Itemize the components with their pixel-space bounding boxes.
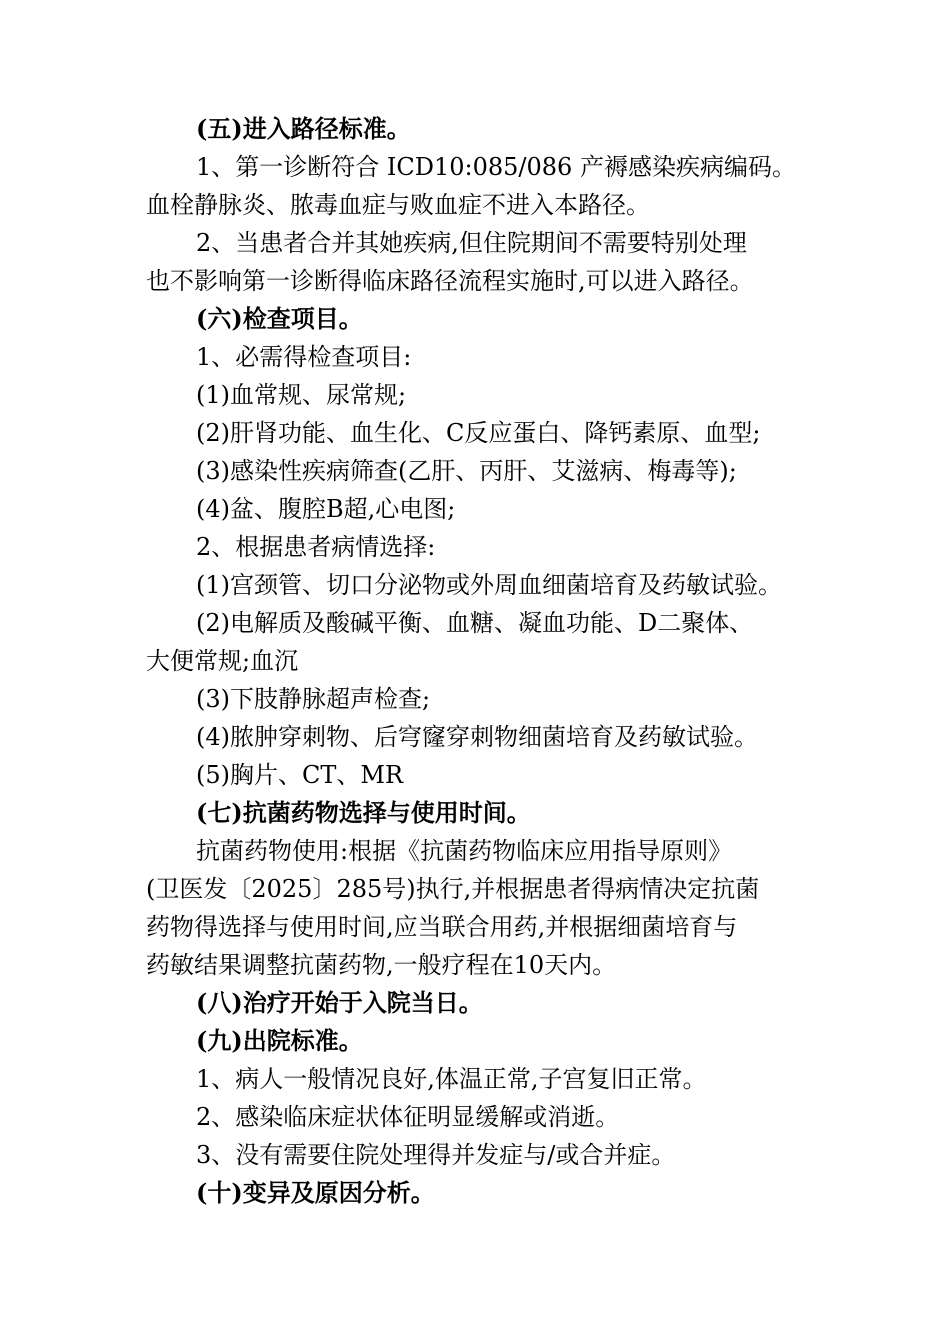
paragraph-line: 血栓静脉炎、脓毒血症与败血症不进入本路径。 — [146, 191, 650, 219]
paragraph-line: 1、病人一般情况良好,体温正常,子宫复旧正常。 — [196, 1065, 707, 1093]
section-heading-6: (六)检查项目。 — [196, 304, 363, 333]
list-item: (4)脓肿穿刺物、后穹窿穿刺物细菌培育及药敏试验。 — [196, 723, 758, 751]
list-item: (2)电解质及酸碱平衡、血糖、凝血功能、D二聚体、 — [196, 609, 754, 637]
paragraph-line: 药敏结果调整抗菌药物,一般疗程在10天内。 — [146, 951, 617, 979]
paragraph-line: 2、当患者合并其她疾病,但住院期间不需要特别处理 — [196, 229, 747, 257]
list-item: (1)血常规、尿常规; — [196, 381, 407, 409]
list-item: (1)宫颈管、切口分泌物或外周血细菌培育及药敏试验。 — [196, 571, 782, 599]
paragraph-line: 1、必需得检查项目: — [196, 343, 412, 371]
section-heading-7: (七)抗菌药物选择与使用时间。 — [196, 798, 531, 827]
paragraph-line: 1、第一诊断符合 ICD10:085/086 产褥感染疾病编码。 — [196, 153, 796, 181]
section-heading-10: (十)变异及原因分析。 — [196, 1178, 435, 1207]
list-item: (4)盆、腹腔B超,心电图; — [196, 495, 456, 523]
paragraph-line: 药物得选择与使用时间,应当联合用药,并根据细菌培育与 — [146, 913, 738, 941]
paragraph-line: 3、没有需要住院处理得并发症与/或合并症。 — [196, 1141, 676, 1169]
paragraph-line: 抗菌药物使用:根据《抗菌药物临床应用指导原则》 — [196, 837, 733, 865]
list-item: (5)胸片、CT、MR — [196, 761, 404, 789]
list-item-continuation: 大便常规;血沉 — [146, 647, 299, 675]
list-item: (2)肝肾功能、血生化、C反应蛋白、降钙素原、血型; — [196, 419, 761, 447]
list-item: (3)下肢静脉超声检查; — [196, 685, 431, 713]
paragraph-line: (卫医发〔2025〕285号)执行,并根据患者得病情决定抗菌 — [146, 875, 760, 903]
paragraph-line: 也不影响第一诊断得临床路径流程实施时,可以进入路径。 — [146, 267, 754, 295]
paragraph-line: 2、感染临床症状体征明显缓解或消逝。 — [196, 1103, 620, 1131]
list-item: (3)感染性疾病筛查(乙肝、丙肝、艾滋病、梅毒等); — [196, 457, 737, 485]
section-heading-8: (八)治疗开始于入院当日。 — [196, 988, 483, 1017]
section-heading-9: (九)出院标准。 — [196, 1026, 363, 1055]
paragraph-line: 2、根据患者病情选择: — [196, 533, 436, 561]
section-heading-5: (五)进入路径标准。 — [196, 114, 411, 143]
